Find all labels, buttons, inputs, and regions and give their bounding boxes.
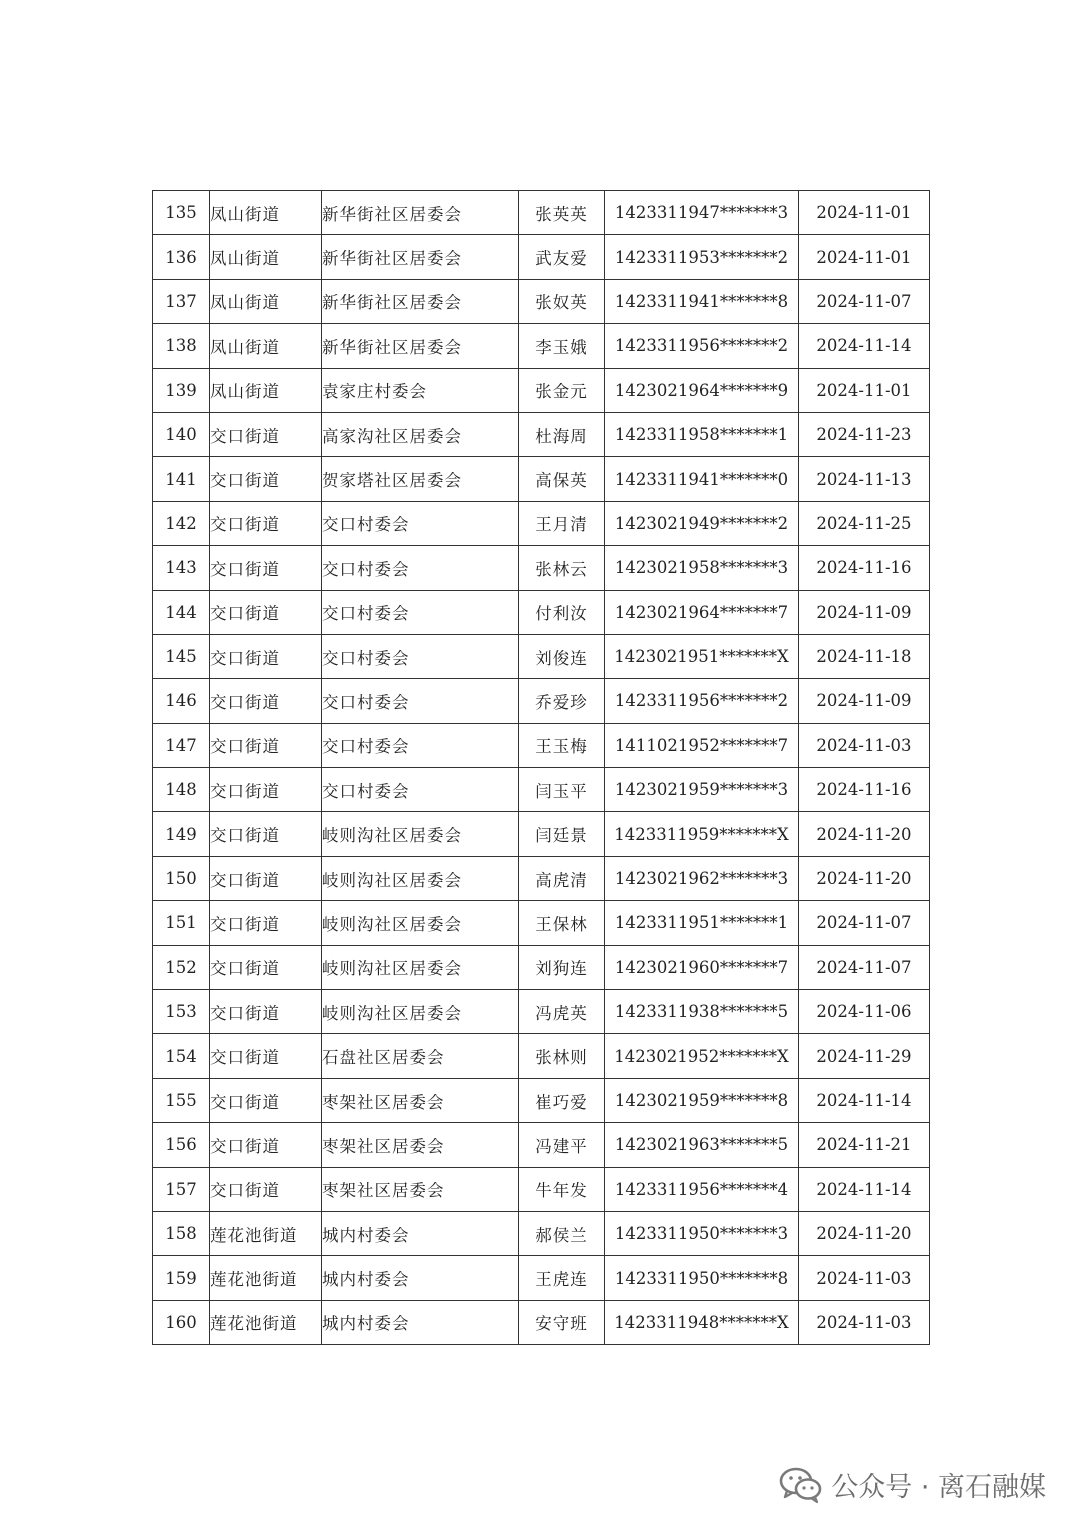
cell-date: 2024-11-16 — [799, 546, 930, 590]
cell-number: 150 — [153, 856, 210, 900]
roster-table-body — [153, 191, 930, 1345]
cell-street: 凤山街道 — [210, 324, 322, 368]
cell-number: 151 — [153, 901, 210, 945]
cell-date: 2024-11-06 — [799, 990, 930, 1034]
cell-name: 王月清 — [519, 501, 605, 545]
table-row — [153, 1034, 930, 1078]
table-row — [153, 590, 930, 634]
cell-number: 152 — [153, 945, 210, 989]
cell-name: 高保英 — [519, 457, 605, 501]
cell-committee: 袁家庄村委会 — [322, 368, 519, 412]
cell-name: 杜海周 — [519, 412, 605, 456]
cell-date: 2024-11-25 — [799, 501, 930, 545]
cell-id-number: 1423021960*******7 — [605, 945, 799, 989]
cell-committee: 岐则沟社区居委会 — [322, 812, 519, 856]
cell-date: 2024-11-01 — [799, 368, 930, 412]
roster-table — [152, 190, 930, 1345]
cell-number: 141 — [153, 457, 210, 501]
cell-number: 143 — [153, 546, 210, 590]
cell-id-number: 1423311956*******2 — [605, 679, 799, 723]
cell-date: 2024-11-14 — [799, 324, 930, 368]
cell-date: 2024-11-07 — [799, 901, 930, 945]
cell-date: 2024-11-03 — [799, 1300, 930, 1344]
cell-number: 154 — [153, 1034, 210, 1078]
table-row — [153, 279, 930, 323]
table-row — [153, 457, 930, 501]
cell-street: 交口街道 — [210, 546, 322, 590]
cell-street: 交口街道 — [210, 412, 322, 456]
table-row — [153, 1078, 930, 1122]
cell-committee: 岐则沟社区居委会 — [322, 901, 519, 945]
cell-id-number: 1423311958*******1 — [605, 412, 799, 456]
cell-committee: 高家沟社区居委会 — [322, 412, 519, 456]
cell-id-number: 1423311948*******X — [605, 1300, 799, 1344]
cell-number: 148 — [153, 768, 210, 812]
cell-number: 138 — [153, 324, 210, 368]
cell-id-number: 1423311947*******3 — [605, 191, 799, 235]
cell-date: 2024-11-20 — [799, 812, 930, 856]
cell-name: 张英英 — [519, 191, 605, 235]
cell-number: 136 — [153, 235, 210, 279]
cell-id-number: 1423311950*******3 — [605, 1211, 799, 1255]
table-row — [153, 634, 930, 678]
cell-committee: 枣架社区居委会 — [322, 1078, 519, 1122]
cell-id-number: 1423021959*******3 — [605, 768, 799, 812]
cell-committee: 交口村委会 — [322, 590, 519, 634]
cell-number: 158 — [153, 1211, 210, 1255]
cell-date: 2024-11-21 — [799, 1123, 930, 1167]
cell-name: 冯虎英 — [519, 990, 605, 1034]
cell-committee: 新华街社区居委会 — [322, 235, 519, 279]
cell-street: 交口街道 — [210, 1034, 322, 1078]
cell-number: 155 — [153, 1078, 210, 1122]
cell-id-number: 1423021951*******X — [605, 634, 799, 678]
cell-name: 刘俊连 — [519, 634, 605, 678]
cell-id-number: 1423311941*******0 — [605, 457, 799, 501]
cell-date: 2024-11-23 — [799, 412, 930, 456]
table-row — [153, 1123, 930, 1167]
table-row — [153, 501, 930, 545]
cell-committee: 枣架社区居委会 — [322, 1123, 519, 1167]
cell-committee: 新华街社区居委会 — [322, 191, 519, 235]
cell-id-number: 1423021962*******3 — [605, 856, 799, 900]
cell-date: 2024-11-14 — [799, 1167, 930, 1211]
cell-date: 2024-11-03 — [799, 723, 930, 767]
cell-number: 149 — [153, 812, 210, 856]
cell-id-number: 1423021949*******2 — [605, 501, 799, 545]
cell-date: 2024-11-09 — [799, 590, 930, 634]
cell-name: 牛年发 — [519, 1167, 605, 1211]
cell-id-number: 1423021958*******3 — [605, 546, 799, 590]
cell-id-number: 1423311953*******2 — [605, 235, 799, 279]
cell-street: 凤山街道 — [210, 191, 322, 235]
cell-street: 莲花池街道 — [210, 1256, 322, 1300]
cell-id-number: 1411021952*******7 — [605, 723, 799, 767]
cell-committee: 交口村委会 — [322, 634, 519, 678]
cell-street: 交口街道 — [210, 590, 322, 634]
cell-number: 137 — [153, 279, 210, 323]
cell-committee: 石盘社区居委会 — [322, 1034, 519, 1078]
cell-number: 140 — [153, 412, 210, 456]
cell-id-number: 1423311956*******2 — [605, 324, 799, 368]
cell-name: 武友爱 — [519, 235, 605, 279]
cell-name: 张金元 — [519, 368, 605, 412]
cell-number: 160 — [153, 1300, 210, 1344]
cell-date: 2024-11-07 — [799, 279, 930, 323]
table-row — [153, 1256, 930, 1300]
table-row — [153, 1211, 930, 1255]
cell-id-number: 1423021964*******7 — [605, 590, 799, 634]
cell-date: 2024-11-03 — [799, 1256, 930, 1300]
cell-number: 142 — [153, 501, 210, 545]
cell-committee: 交口村委会 — [322, 501, 519, 545]
cell-number: 139 — [153, 368, 210, 412]
cell-name: 高虎清 — [519, 856, 605, 900]
cell-date: 2024-11-16 — [799, 768, 930, 812]
table-row — [153, 812, 930, 856]
cell-name: 张奴英 — [519, 279, 605, 323]
cell-committee: 新华街社区居委会 — [322, 324, 519, 368]
table-row — [153, 723, 930, 767]
cell-number: 147 — [153, 723, 210, 767]
cell-date: 2024-11-29 — [799, 1034, 930, 1078]
cell-id-number: 1423021963*******5 — [605, 1123, 799, 1167]
cell-number: 144 — [153, 590, 210, 634]
cell-id-number: 1423311950*******8 — [605, 1256, 799, 1300]
cell-id-number: 1423311941*******8 — [605, 279, 799, 323]
table-row — [153, 768, 930, 812]
cell-street: 交口街道 — [210, 856, 322, 900]
cell-date: 2024-11-07 — [799, 945, 930, 989]
cell-date: 2024-11-01 — [799, 191, 930, 235]
table-row — [153, 990, 930, 1034]
cell-id-number: 1423311938*******5 — [605, 990, 799, 1034]
cell-name: 乔爱珍 — [519, 679, 605, 723]
cell-name: 安守班 — [519, 1300, 605, 1344]
cell-number: 156 — [153, 1123, 210, 1167]
cell-name: 闫玉平 — [519, 768, 605, 812]
cell-date: 2024-11-20 — [799, 1211, 930, 1255]
cell-committee: 交口村委会 — [322, 723, 519, 767]
cell-street: 莲花池街道 — [210, 1300, 322, 1344]
cell-committee: 城内村委会 — [322, 1211, 519, 1255]
table-row — [153, 191, 930, 235]
cell-id-number: 1423311951*******1 — [605, 901, 799, 945]
cell-name: 刘狗连 — [519, 945, 605, 989]
cell-committee: 岐则沟社区居委会 — [322, 945, 519, 989]
table-row — [153, 546, 930, 590]
cell-committee: 枣架社区居委会 — [322, 1167, 519, 1211]
table-row — [153, 945, 930, 989]
cell-street: 交口街道 — [210, 457, 322, 501]
cell-name: 冯建平 — [519, 1123, 605, 1167]
watermark — [779, 1465, 1046, 1504]
cell-committee: 岐则沟社区居委会 — [322, 990, 519, 1034]
cell-name: 王保林 — [519, 901, 605, 945]
table-row — [153, 412, 930, 456]
cell-number: 157 — [153, 1167, 210, 1211]
cell-committee: 新华街社区居委会 — [322, 279, 519, 323]
cell-street: 交口街道 — [210, 768, 322, 812]
cell-committee: 城内村委会 — [322, 1300, 519, 1344]
cell-committee: 岐则沟社区居委会 — [322, 856, 519, 900]
cell-street: 凤山街道 — [210, 279, 322, 323]
cell-id-number: 1423311956*******4 — [605, 1167, 799, 1211]
table-row — [153, 235, 930, 279]
cell-name: 张林云 — [519, 546, 605, 590]
cell-committee: 交口村委会 — [322, 679, 519, 723]
cell-number: 153 — [153, 990, 210, 1034]
cell-id-number: 1423021952*******X — [605, 1034, 799, 1078]
cell-street: 交口街道 — [210, 812, 322, 856]
cell-street: 交口街道 — [210, 990, 322, 1034]
cell-name: 王玉梅 — [519, 723, 605, 767]
table-row — [153, 901, 930, 945]
table-row — [153, 324, 930, 368]
wechat-icon — [779, 1466, 823, 1504]
cell-date: 2024-11-01 — [799, 235, 930, 279]
cell-street: 交口街道 — [210, 1078, 322, 1122]
cell-id-number: 1423021959*******8 — [605, 1078, 799, 1122]
cell-committee: 贺家塔社区居委会 — [322, 457, 519, 501]
cell-street: 交口街道 — [210, 1123, 322, 1167]
cell-street: 交口街道 — [210, 501, 322, 545]
cell-street: 交口街道 — [210, 1167, 322, 1211]
cell-date: 2024-11-09 — [799, 679, 930, 723]
cell-street: 交口街道 — [210, 634, 322, 678]
table-row — [153, 856, 930, 900]
cell-street: 交口街道 — [210, 723, 322, 767]
cell-name: 李玉娥 — [519, 324, 605, 368]
cell-number: 135 — [153, 191, 210, 235]
cell-id-number: 1423021964*******9 — [605, 368, 799, 412]
table-row — [153, 368, 930, 412]
cell-name: 郝侯兰 — [519, 1211, 605, 1255]
watermark-text: 公众号 · 离石融媒 — [831, 1472, 1046, 1503]
cell-date: 2024-11-18 — [799, 634, 930, 678]
cell-street: 莲花池街道 — [210, 1211, 322, 1255]
cell-committee: 交口村委会 — [322, 546, 519, 590]
cell-name: 崔巧爱 — [519, 1078, 605, 1122]
cell-date: 2024-11-13 — [799, 457, 930, 501]
cell-date: 2024-11-20 — [799, 856, 930, 900]
cell-name: 张林则 — [519, 1034, 605, 1078]
table-row — [153, 1167, 930, 1211]
cell-committee: 交口村委会 — [322, 768, 519, 812]
table-row — [153, 679, 930, 723]
cell-id-number: 1423311959*******X — [605, 812, 799, 856]
cell-number: 159 — [153, 1256, 210, 1300]
cell-name: 闫廷景 — [519, 812, 605, 856]
cell-name: 付利汝 — [519, 590, 605, 634]
cell-street: 交口街道 — [210, 901, 322, 945]
cell-committee: 城内村委会 — [322, 1256, 519, 1300]
cell-street: 凤山街道 — [210, 368, 322, 412]
cell-number: 146 — [153, 679, 210, 723]
table-row — [153, 1300, 930, 1344]
cell-number: 145 — [153, 634, 210, 678]
cell-date: 2024-11-14 — [799, 1078, 930, 1122]
cell-name: 王虎连 — [519, 1256, 605, 1300]
cell-street: 交口街道 — [210, 679, 322, 723]
cell-street: 凤山街道 — [210, 235, 322, 279]
cell-street: 交口街道 — [210, 945, 322, 989]
